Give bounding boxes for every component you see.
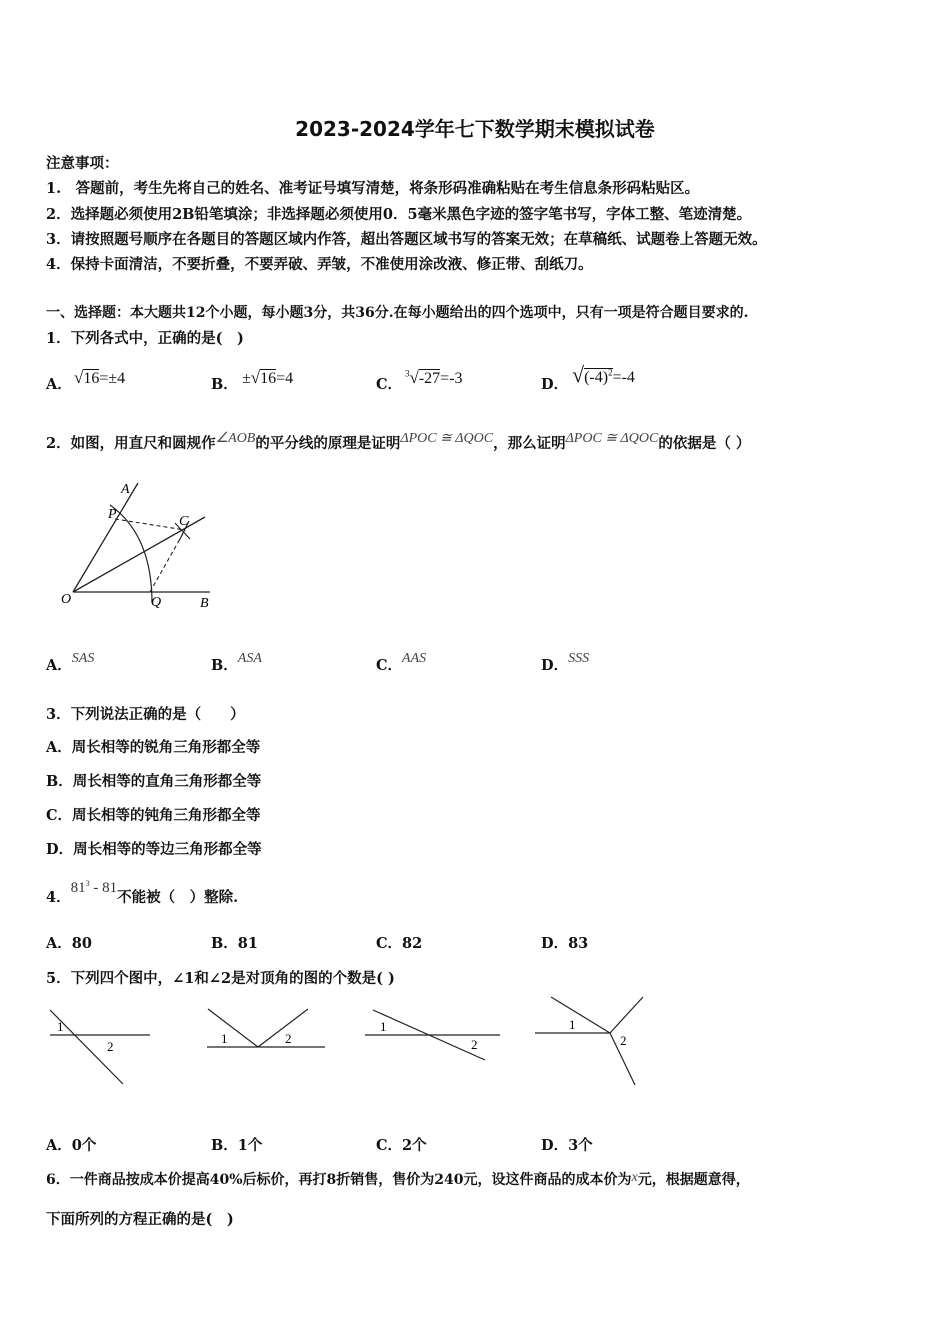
- angle-aob: ∠AOB: [215, 431, 256, 446]
- option-value: SAS: [71, 651, 95, 666]
- q1-option-a-letter: A．: [46, 376, 72, 393]
- question-6-line2: 下面所列的方程正确的是( ): [46, 1211, 234, 1228]
- q4-rest: - 81: [89, 880, 118, 896]
- option-letter: D．: [541, 657, 569, 674]
- q1-option-b-letter: B．: [211, 376, 238, 393]
- q5-option-c: C．2个: [376, 1137, 427, 1154]
- radicand: 16: [260, 370, 277, 387]
- plus-minus: ±: [242, 370, 251, 387]
- q4-tail: 不能被（ ）整除.: [117, 889, 239, 906]
- label-a: A: [121, 482, 130, 497]
- expr-rest: =-3: [440, 370, 463, 387]
- note-item: 1. 答题前，考生先将自己的姓名、准考证号填写清楚，将条形码准确粘贴在考生信息条形码粘贴区。: [46, 180, 700, 197]
- note-item: 2．选择题必须使用2B铅笔填涂；非选择题必须使用0．5毫米黑色字迹的签字笔书写，字体工整、笔迹清楚。: [46, 206, 752, 223]
- q2-option-a: [46, 651, 95, 675]
- question-5-stem: 5．下列四个图中，∠1和∠2是对顶角的图的个数是( ): [46, 970, 395, 987]
- q4-exponent: 3: [85, 879, 90, 888]
- ray-oa: [73, 483, 138, 592]
- angle-label-1: 1: [569, 1017, 576, 1032]
- expr-rest: =±4: [99, 370, 126, 387]
- label-q: Q: [151, 595, 162, 610]
- q2-figure: [55, 475, 230, 615]
- notes-heading: 注意事项：: [46, 155, 119, 172]
- angle-label-2: 2: [471, 1037, 478, 1052]
- q3-option: C．周长相等的钝角三角形都全等: [46, 807, 261, 824]
- q5-option-d: D．3个: [541, 1137, 593, 1154]
- expr-rest: =-4: [612, 369, 635, 386]
- q2-text: 的依据是（ ）: [658, 435, 751, 452]
- section-heading: 一、选择题：本大题共12个小题，每小题3分，共36分.在每小题给出的四个选项中，只有一项是符合题目要求的.: [46, 305, 749, 321]
- question-3-stem: 3．下列说法正确的是（ ）: [46, 706, 245, 723]
- q2-option-d: [541, 651, 590, 675]
- option-letter: B．: [211, 657, 238, 674]
- q6-variable: x: [631, 1170, 638, 1185]
- option-letter: C．: [376, 657, 403, 674]
- label-o: O: [61, 592, 72, 607]
- question-4-stem: [46, 879, 239, 907]
- q2-text: ，那么证明: [493, 435, 566, 452]
- angle-label-2: 2: [620, 1033, 627, 1048]
- label-c: C: [179, 514, 189, 529]
- radicand: (-4): [584, 369, 609, 386]
- option-letter: A．: [46, 657, 72, 674]
- note-item: 4．保持卡面清洁，不要折叠，不要弄破、弄皱，不准使用涂改液、修正带、刮纸刀。: [46, 256, 593, 273]
- page-title: 2023-2024学年七下数学期末模拟试卷: [295, 117, 655, 141]
- q1-option-c-letter: C．: [376, 376, 403, 393]
- radicand: -27: [418, 370, 441, 387]
- q5-figure-3: [365, 1010, 500, 1060]
- q4-option-a: A．80: [46, 935, 92, 952]
- q1-option-d: $√(-4)^2=-4$: [572, 362, 635, 387]
- q1-option-a: √16=±4: [74, 368, 126, 387]
- congruence-expr: ΔPOC ≅ ΔQOC: [400, 431, 494, 446]
- q3-option: B．周长相等的直角三角形都全等: [46, 773, 262, 790]
- option-value: ASA: [237, 651, 262, 666]
- q4-option-d: D．83: [541, 935, 589, 952]
- label-p: P: [108, 507, 117, 522]
- option-value: SSS: [568, 651, 590, 666]
- q3-option: A．周长相等的锐角三角形都全等: [46, 739, 261, 756]
- q4-base: 81: [70, 880, 86, 896]
- exponent: 2: [608, 367, 613, 378]
- q4-option-b: B．81: [211, 935, 258, 952]
- q2-text: 2．如图，用直尺和圆规作: [46, 435, 216, 452]
- q5-figure-4: [535, 997, 643, 1085]
- q4-number: 4．: [46, 889, 71, 906]
- segment-pc: [115, 519, 185, 530]
- q5-figures: [45, 995, 655, 1090]
- angle-label-2: 2: [107, 1039, 114, 1054]
- q2-text: 的平分线的原理是证明: [255, 435, 401, 452]
- question-1-stem: 1．下列各式中，正确的是( ): [46, 330, 244, 347]
- angle-label-1: 1: [221, 1031, 228, 1046]
- q1-option-c: $^3$√-27=-3: [405, 368, 463, 387]
- q6-text: 元，根据题意得，: [637, 1172, 750, 1188]
- q4-option-c: C．82: [376, 935, 423, 952]
- expr-rest: =4: [276, 370, 294, 387]
- angle-label-2: 2: [285, 1031, 292, 1046]
- q5-figure-1: [50, 1010, 150, 1084]
- q1-option-d-letter: D．: [541, 376, 569, 393]
- q5-option-b: B．1个: [211, 1137, 263, 1154]
- question-6-stem: [46, 1169, 750, 1189]
- q6-text: 6．一件商品按成本价提高40%后标价，再打8折销售，售价为240元，设这件商品的成本价为: [46, 1172, 632, 1188]
- q2-option-b: [211, 651, 262, 675]
- congruence-expr: ΔPOC ≅ ΔQOC: [565, 431, 659, 446]
- label-b: B: [200, 596, 209, 611]
- q2-option-c: [376, 651, 427, 675]
- option-value: AAS: [402, 651, 427, 666]
- root-index: 3: [405, 368, 410, 379]
- question-2-stem: [46, 432, 750, 453]
- radicand: 16: [83, 370, 100, 387]
- angle-label-1: 1: [380, 1019, 387, 1034]
- q1-option-b: ±√16=4: [242, 368, 294, 387]
- q3-option: D．周长相等的等边三角形都全等: [46, 841, 262, 858]
- q5-option-a: A．0个: [46, 1137, 97, 1154]
- q5-figure-2: [207, 1009, 325, 1047]
- note-item: 3．请按照题号顺序在各题目的答题区域内作答，超出答题区域书写的答案无效；在草稿纸、试题卷上答题无效。: [46, 231, 767, 248]
- angle-label-1: 1: [57, 1019, 64, 1034]
